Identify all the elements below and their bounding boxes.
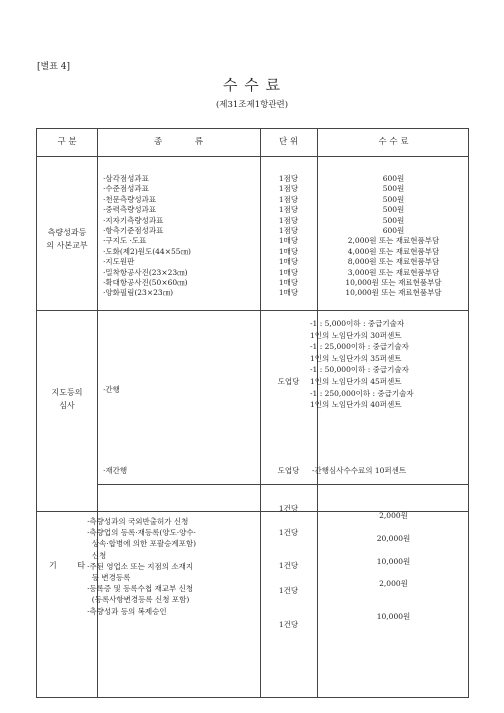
section-label-line: 심사 [59,401,75,410]
item-unit: 1점당 [278,184,299,194]
item-unit: 1매당 [278,257,299,267]
fee-value: 10,000원 [376,612,411,621]
item-unit: 1매당 [278,278,299,288]
item-unit: 1점당 [278,194,299,204]
item-fee: 500원 [382,184,405,194]
row-divider [97,484,468,485]
section-label-line: 의 사본교부 [46,241,88,250]
item-unit: 1점당 [278,215,299,225]
section1-items [103,174,259,299]
fee-value: 2,000원 [379,511,408,520]
fee-line: 1인의 노임단가의 40퍼센트 [310,400,402,410]
item-name: ·도화(제2)원도(44×55㎝) [103,246,191,256]
item-fee: 600원 [382,226,405,236]
section-label-map-review [37,386,97,412]
item-unit: 1매당 [278,246,299,256]
annex-label: [별표 4] [37,62,70,72]
column-header-unit: 단 위 [278,137,299,147]
item-line: 상속·합병에 의한 포괄승계포함) [87,539,197,549]
item-name: ·양화필림(23×23㎝) [103,288,174,298]
item-fee: 8,000원 또는 재료현품부담 [347,257,440,267]
review-republication-name: ·재간행 [103,466,128,475]
item-fee: 500원 [382,215,405,225]
item-name: ·중력측량성과표 [103,205,157,215]
section-label-copy-issuance [37,226,97,252]
item-line: ·측량성과 등의 복제승인 [87,606,167,616]
item-fee: 2,000원 또는 재료현품부담 [347,236,440,246]
item-name: ·삼각점성과표 [103,174,149,183]
review-publication-unit: 도엽당 [277,377,300,386]
item-fee: 500원 [382,205,405,215]
item-line: ·측량업의 등록·재등록(양도·양수· [87,528,197,538]
item-unit: 1점당 [278,205,299,215]
item-fee: 500원 [382,194,405,204]
column-header-type: 종 류 [153,137,204,147]
item-line: (등록사항변경등록 신청 포함) [87,595,190,605]
item-name: ·지도원판 [103,257,135,267]
fee-line: 1인의 노임단가의 35퍼센트 [310,353,402,363]
item-fee: 3,000원 또는 재료현품부담 [347,267,440,277]
row-divider [37,310,468,311]
item-line: ·주된 영업소 또는 지점의 소재지 [87,561,194,571]
fee-line: -1 : 250,000이하 : 중급기술자 [310,388,414,398]
item-name: ·지자기측량성과표 [103,215,164,225]
section1-units [260,174,317,299]
item-unit: 1매당 [278,236,299,246]
item-fee: 10,000원 또는 재료현품부담 [345,288,442,298]
item-fee: 600원 [382,174,405,183]
review-publication-name: ·간행 [103,385,120,394]
item-name: ·항측기준점성과표 [103,226,164,236]
item-unit: 1점당 [278,226,299,236]
item-fee: 10,000원 또는 재료현품부담 [345,278,442,288]
item-unit: 1매당 [278,267,299,277]
section-label-line: 측량성과등 [47,228,87,237]
item-line: ·측량성과의 국외반출허가 신청 [87,517,189,526]
fee-line: -1 : 50,000이하 : 중급기술자 [310,365,409,375]
unit-value: 1건당 [278,561,299,570]
item-unit: 1점당 [278,174,299,183]
fee-value: 10,000원 [376,557,411,566]
item-fee: 4,000원 또는 재료현품부담 [347,246,440,256]
page-subtitle: (제31조제1항관련) [215,100,289,110]
review-republication-fee: -간행심사수수료의 10퍼센트 [312,466,407,475]
page-title: 수 수 료 [222,76,281,94]
review-publication-fee [310,318,470,411]
fee-value: 2,000원 [379,579,408,588]
item-name: ·확대항공사진(50×60㎝) [103,278,188,288]
column-header-fee: 수 수 료 [378,137,409,147]
item-name: ·밀착항공사진(23×23㎝) [103,267,188,277]
item-name: ·수준점성과표 [103,184,149,194]
unit-value: 1건당 [278,620,299,629]
item-name: ·천문측량성과표 [103,194,157,204]
unit-value: 1건당 [278,504,299,513]
section-label-line: 지도등의 [51,388,83,397]
item-unit: 1매당 [278,288,299,298]
review-republication-unit: 도엽당 [277,466,300,475]
fee-value: 20,000원 [376,534,411,543]
item-name: ·구지도 ·도표 [103,236,147,246]
row-divider [37,156,468,157]
fee-line: -1 : 25,000이하 : 중급기술자 [310,342,409,352]
column-header-category: 구 분 [57,137,77,147]
item-line: 신청 [87,550,107,560]
item-line: ·등록증 및 등록수첩 재교부 신청 [87,584,194,594]
fee-table [36,128,469,698]
section-label-other: 기 타 [49,561,85,570]
fee-line: 1인의 노임단가의 30퍼센트 [310,330,402,340]
section3-items [87,516,259,617]
unit-value: 1건당 [278,586,299,595]
fee-line: -1 : 5,000이하 : 중급기술자 [310,319,405,328]
fee-line: 1인의 노임단가의 45퍼센트 [310,376,402,386]
section1-fees [317,174,470,299]
unit-value: 1건당 [278,528,299,537]
item-line: 등 변경등록 [87,573,131,583]
